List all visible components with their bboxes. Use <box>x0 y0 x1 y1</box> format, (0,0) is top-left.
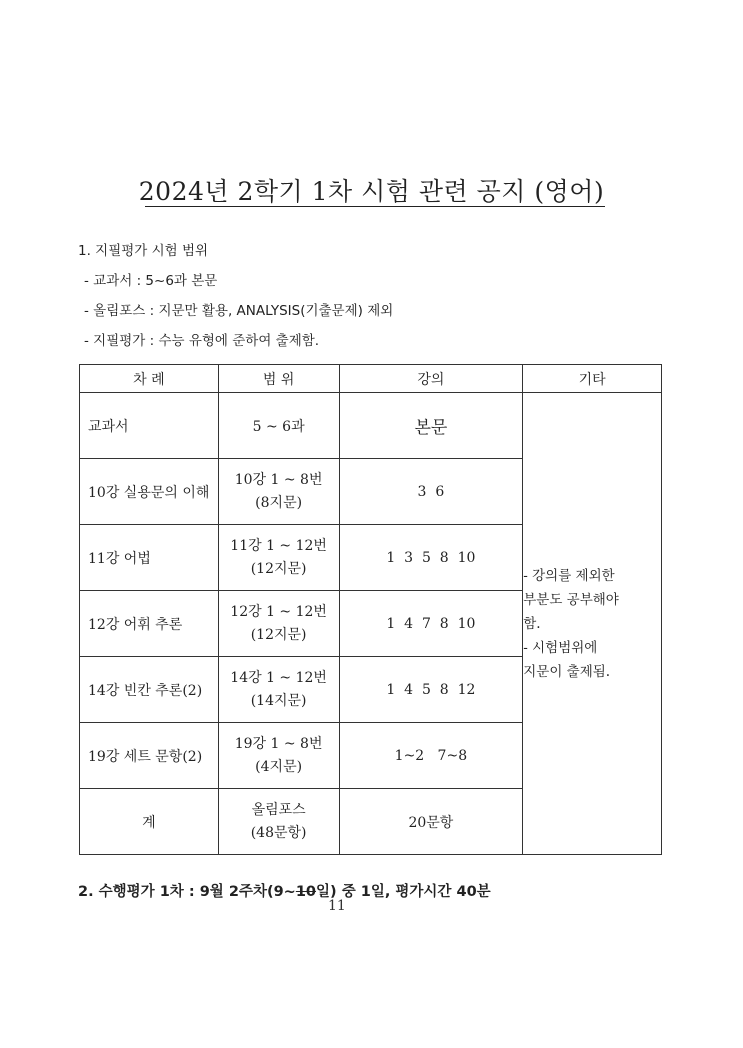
row-lecture: 본문 <box>339 393 523 459</box>
note-line: - 시험범위에 <box>523 639 598 656</box>
range-line: 14강 1 ~ 12번 <box>230 669 327 686</box>
header-range: 범 위 <box>218 365 339 393</box>
struck-date: 10 <box>295 884 317 900</box>
exam-range-table <box>79 364 662 855</box>
range-line: 10강 1 ~ 8번 <box>234 471 323 488</box>
row-category: 교과서 <box>80 393 219 459</box>
row-category: 12강 어휘 추론 <box>80 591 219 657</box>
row-category: 14강 빈칸 추론(2) <box>80 657 219 723</box>
range-line: 올림포스 <box>251 801 306 818</box>
row-lecture: 1 4 7 8 10 <box>339 591 523 657</box>
handwritten-correction: 11 <box>328 898 346 914</box>
range-line: 11강 1 ~ 12번 <box>230 537 327 554</box>
section1-bullet: - 교과서 : 5~6과 본문 <box>84 273 218 289</box>
row-range <box>218 789 339 855</box>
note-cell <box>523 393 662 855</box>
range-line: (8지문) <box>255 494 303 511</box>
page-title: 2024년 2학기 1차 시험 관련 공지 (영어) <box>138 177 605 206</box>
row-range <box>218 723 339 789</box>
range-line: (48문항) <box>250 824 307 841</box>
row-range <box>218 591 339 657</box>
note-line: 부분도 공부해야 <box>523 591 619 608</box>
row-category: 11강 어법 <box>80 525 219 591</box>
table-header-row <box>80 365 662 393</box>
range-line: (14지문) <box>250 692 307 709</box>
range-line: 19강 1 ~ 8번 <box>234 735 323 752</box>
note-line: 함. <box>523 615 541 632</box>
row-category: 10강 실용문의 이해 <box>80 459 219 525</box>
row-range: 5 ~ 6과 <box>218 393 339 459</box>
table-row <box>80 393 662 459</box>
section2 <box>78 880 491 901</box>
row-lecture: 20문항 <box>339 789 523 855</box>
note-line: - 강의를 제외한 <box>523 567 615 584</box>
header-order: 차 례 <box>80 365 219 393</box>
header-etc: 기타 <box>523 365 662 393</box>
title-underline <box>145 206 605 207</box>
section1-heading: 1. 지필평가 시험 범위 <box>78 243 209 259</box>
section1-bullet: - 올림포스 : 지문만 활용, ANALYSIS(기출문제) 제외 <box>84 303 394 319</box>
row-lecture: 1 4 5 8 12 <box>339 657 523 723</box>
section2-prefix: 2. 수행평가 1차 : 9월 2주차(9~ <box>78 884 296 900</box>
row-category: 19강 세트 문항(2) <box>80 723 219 789</box>
row-lecture: 3 6 <box>339 459 523 525</box>
section1-bullet: - 지필평가 : 수능 유형에 준하여 출제함. <box>84 333 320 349</box>
range-line: (12지문) <box>250 626 307 643</box>
range-line: 12강 1 ~ 12번 <box>230 603 327 620</box>
row-range <box>218 459 339 525</box>
note-line: 지문이 출제됨. <box>523 663 611 680</box>
header-lecture: 강의 <box>339 365 523 393</box>
section2-suffix: 일) 중 1일, 평가시간 40분 <box>316 884 491 900</box>
section1 <box>78 236 393 356</box>
range-line: (12지문) <box>250 560 307 577</box>
range-line: (4지문) <box>255 758 303 775</box>
row-category: 계 <box>80 789 219 855</box>
row-range <box>218 657 339 723</box>
row-lecture: 1~2 7~8 <box>339 723 523 789</box>
row-lecture: 1 3 5 8 10 <box>339 525 523 591</box>
row-range <box>218 525 339 591</box>
